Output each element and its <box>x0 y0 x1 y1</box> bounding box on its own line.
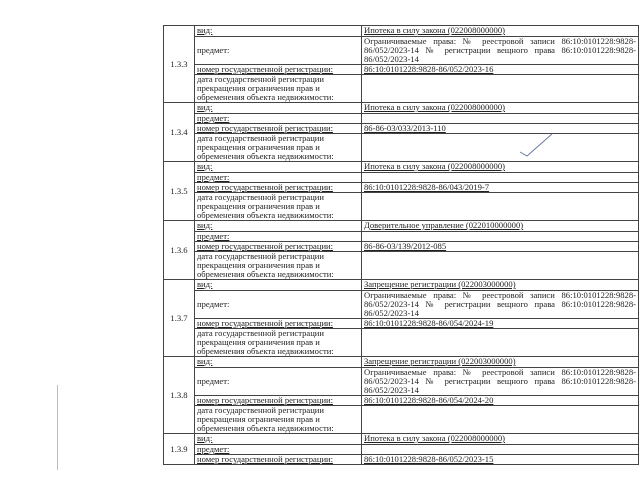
field-value-predmet: Ограничиваемые права: № реестровой записи 86:10:0101228:9828-86/052/2023-14 № регистрации вещного права 86:10:0101228:9828-86/052/2023-14 <box>362 37 639 65</box>
field-label-nomer: номер государственной регистрации: <box>195 319 362 329</box>
field-value-predmet <box>362 232 639 242</box>
table-row <box>164 291 639 319</box>
field-value-nomer: 86:10:0101228:9828-86/052/2023-16 <box>362 65 639 75</box>
field-label-predmet: предмет: <box>195 445 362 455</box>
field-value-nomer: 86:10:0101228:9828-86/052/2023-15 <box>362 455 639 465</box>
table-row <box>164 183 639 193</box>
field-label-predmet: предмет: <box>195 173 362 183</box>
table-row <box>164 319 639 329</box>
field-label-nomer: номер государственной регистрации: <box>195 65 362 75</box>
checkmark-icon <box>518 130 554 160</box>
field-label-data: дата государственной регистрации прекращения ограничения прав и обременения объекта недвижимости: <box>195 134 362 162</box>
table-row <box>164 114 639 124</box>
entry-number: 1.3.6 <box>164 221 195 280</box>
field-label-vid: вид: <box>195 162 362 173</box>
field-value-data <box>362 134 639 162</box>
field-value-data <box>362 252 639 280</box>
entry-number: 1.3.9 <box>164 434 195 465</box>
table-row <box>164 455 639 465</box>
field-label-vid: вид: <box>195 280 362 291</box>
field-label-vid: вид: <box>195 26 362 37</box>
table-row <box>164 193 639 221</box>
field-value-predmet: Ограничиваемые права: № реестровой записи 86:10:0101228:9828-86/052/2023-14 № регистрации вещного права 86:10:0101228:9828-86/052/2023-14 <box>362 368 639 396</box>
encumbrances-grid <box>163 25 639 465</box>
table-row <box>164 280 639 291</box>
table-row <box>164 124 639 134</box>
field-value-nomer: 86-86-03/033/2013-110 <box>362 124 639 134</box>
field-label-vid: вид: <box>195 221 362 232</box>
field-label-data: дата государственной регистрации прекращения ограничения прав и обременения объекта недвижимости: <box>195 329 362 357</box>
entry-number: 1.3.3 <box>164 26 195 103</box>
table-row <box>164 221 639 232</box>
field-label-nomer: номер государственной регистрации: <box>195 455 362 465</box>
field-label-predmet: предмет: <box>195 232 362 242</box>
field-label-predmet: предмет: <box>195 291 362 319</box>
field-value-predmet: Ограничиваемые права: № реестровой записи 86:10:0101228:9828-86/052/2023-14 № регистрации вещного права 86:10:0101228:9828-86/052/2023-14 <box>362 291 639 319</box>
table-row <box>164 396 639 406</box>
encumbrances-table <box>163 25 639 465</box>
field-value-data <box>362 193 639 221</box>
field-value-nomer: 86:10:0101228:9828-86/043/2019-7 <box>362 183 639 193</box>
field-value-vid: Доверительное управление (022010000000) <box>362 221 639 232</box>
field-value-nomer: 86:10:0101228:9828-86/054/2024-20 <box>362 396 639 406</box>
table-row <box>164 232 639 242</box>
table-row <box>164 252 639 280</box>
table-row <box>164 357 639 368</box>
field-value-nomer: 86:10:0101228:9828-86/054/2024-19 <box>362 319 639 329</box>
field-label-nomer: номер государственной регистрации: <box>195 183 362 193</box>
table-row <box>164 65 639 75</box>
table-row <box>164 75 639 103</box>
field-value-predmet <box>362 173 639 183</box>
table-row <box>164 368 639 396</box>
field-value-predmet <box>362 114 639 124</box>
field-label-vid: вид: <box>195 434 362 445</box>
table-row <box>164 134 639 162</box>
scan-margin-line <box>57 385 58 470</box>
table-row <box>164 242 639 252</box>
field-value-nomer: 86-86-03/139/2012-085 <box>362 242 639 252</box>
entry-number: 1.3.8 <box>164 357 195 434</box>
field-label-nomer: номер государственной регистрации: <box>195 124 362 134</box>
table-row <box>164 173 639 183</box>
table-row <box>164 329 639 357</box>
field-value-vid: Ипотека в силу закона (022008000000) <box>362 103 639 114</box>
field-label-data: дата государственной регистрации прекращения ограничения прав и обременения объекта недвижимости: <box>195 252 362 280</box>
field-label-nomer: номер государственной регистрации: <box>195 242 362 252</box>
field-value-predmet <box>362 445 639 455</box>
field-label-predmet: предмет: <box>195 114 362 124</box>
field-label-predmet: предмет: <box>195 37 362 65</box>
field-value-vid: Запрещение регистрации (022003000000) <box>362 357 639 368</box>
table-row <box>164 162 639 173</box>
field-value-vid: Ипотека в силу закона (022008000000) <box>362 434 639 445</box>
field-label-data: дата государственной регистрации прекращения ограничения прав и обременения объекта недвижимости: <box>195 406 362 434</box>
entry-number: 1.3.5 <box>164 162 195 221</box>
field-value-data <box>362 329 639 357</box>
field-value-data <box>362 75 639 103</box>
table-row <box>164 26 639 37</box>
field-label-nomer: номер государственной регистрации: <box>195 396 362 406</box>
entry-number: 1.3.4 <box>164 103 195 162</box>
table-row <box>164 434 639 445</box>
field-value-vid: Ипотека в силу закона (022008000000) <box>362 26 639 37</box>
table-row <box>164 37 639 65</box>
entry-number: 1.3.7 <box>164 280 195 357</box>
field-label-vid: вид: <box>195 103 362 114</box>
field-label-data: дата государственной регистрации прекращения ограничения прав и обременения объекта недвижимости: <box>195 75 362 103</box>
field-label-vid: вид: <box>195 357 362 368</box>
table-row <box>164 103 639 114</box>
table-row <box>164 406 639 434</box>
table-row <box>164 445 639 455</box>
field-label-data: дата государственной регистрации прекращения ограничения прав и обременения объекта недвижимости: <box>195 193 362 221</box>
field-value-vid: Запрещение регистрации (022003000000) <box>362 280 639 291</box>
field-label-predmet: предмет: <box>195 368 362 396</box>
field-value-vid: Ипотека в силу закона (022008000000) <box>362 162 639 173</box>
field-value-data <box>362 406 639 434</box>
